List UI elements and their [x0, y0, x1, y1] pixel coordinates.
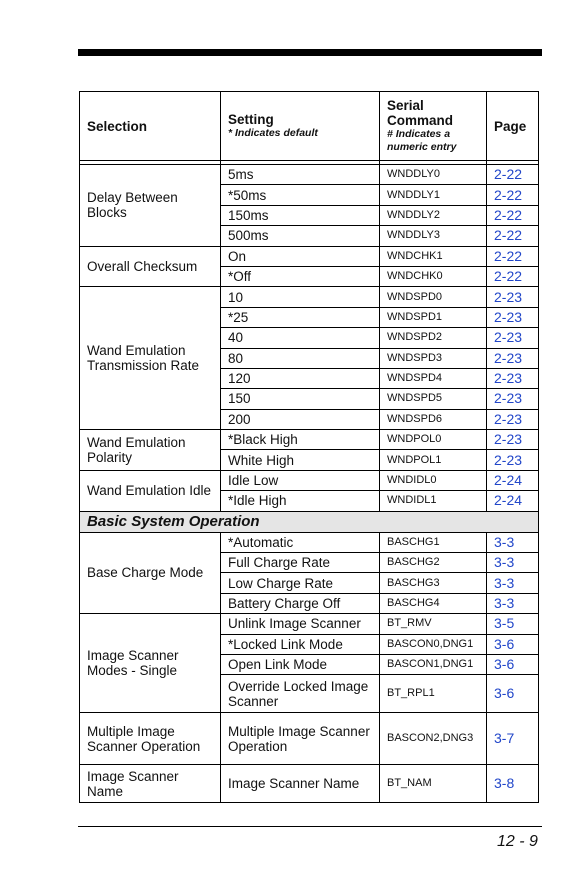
command-cell: BASCON0,DNG1	[380, 634, 487, 654]
selection-cell: Overall Checksum	[80, 246, 221, 287]
setting-cell: Open Link Mode	[221, 654, 380, 674]
setting-cell: 150	[221, 389, 380, 409]
table-row	[80, 165, 539, 185]
command-cell: BASCHG4	[380, 593, 487, 613]
selection-cell: Image Scanner Modes - Single	[80, 614, 221, 713]
page-link[interactable]: 3-6	[487, 634, 539, 654]
header-serial-command: Serial Command # Indicates a numeric entry	[380, 92, 487, 161]
page-number: 12 - 9	[497, 833, 538, 850]
setting-cell: 150ms	[221, 205, 380, 225]
setting-cell: Multiple Image Scanner Operation	[221, 713, 380, 765]
page-link[interactable]: 2-23	[487, 430, 539, 450]
page-link[interactable]: 2-23	[487, 389, 539, 409]
page-link[interactable]: 2-23	[487, 287, 539, 307]
selection-cell: Multiple Image Scanner Operation	[80, 713, 221, 765]
setting-cell: Image Scanner Name	[221, 765, 380, 803]
command-cell: WNDSPD0	[380, 287, 487, 307]
page-link[interactable]: 3-5	[487, 614, 539, 634]
setting-cell: Unlink Image Scanner	[221, 614, 380, 634]
command-cell: BASCHG3	[380, 573, 487, 593]
page-link[interactable]: 2-24	[487, 470, 539, 490]
selection-cell: Base Charge Mode	[80, 532, 221, 614]
selection-cell: Delay Between Blocks	[80, 165, 221, 247]
setting-cell: On	[221, 246, 380, 266]
command-cell: WNDCHK0	[380, 266, 487, 286]
page-link[interactable]: 3-3	[487, 573, 539, 593]
page-link[interactable]: 2-22	[487, 165, 539, 185]
setting-cell: *Idle High	[221, 491, 380, 511]
setting-cell: Idle Low	[221, 470, 380, 490]
setting-note: * Indicates default	[228, 127, 318, 139]
command-cell: BT_NAM	[380, 765, 487, 803]
page-link[interactable]: 2-23	[487, 328, 539, 348]
selection-cell: Wand Emulation Transmission Rate	[80, 287, 221, 430]
setting-cell: *50ms	[221, 185, 380, 205]
setting-cell: Override Locked Image Scanner	[221, 675, 380, 713]
setting-cell: 5ms	[221, 165, 380, 185]
command-cell: WNDIDL1	[380, 491, 487, 511]
page-link[interactable]: 2-22	[487, 226, 539, 246]
setting-cell: *Off	[221, 266, 380, 286]
setting-cell: 80	[221, 348, 380, 368]
page-link[interactable]: 2-23	[487, 368, 539, 388]
table-row	[80, 430, 539, 450]
setting-cell: *Black High	[221, 430, 380, 450]
table-row	[80, 713, 539, 765]
setting-cell: 40	[221, 328, 380, 348]
page-link[interactable]: 3-7	[487, 713, 539, 765]
section-header: Basic System Operation	[80, 511, 539, 532]
command-cell: WNDSPD1	[380, 307, 487, 327]
page-link[interactable]: 2-22	[487, 246, 539, 266]
command-cell: BASCHG2	[380, 553, 487, 573]
setting-cell: *Automatic	[221, 532, 380, 552]
page-link[interactable]: 3-6	[487, 675, 539, 713]
command-table	[79, 91, 539, 803]
header-selection: Selection	[80, 92, 221, 161]
selection-cell: Wand Emulation Idle	[80, 470, 221, 511]
page-link[interactable]: 3-3	[487, 553, 539, 573]
page-link[interactable]: 2-24	[487, 491, 539, 511]
command-cell: BASCON1,DNG1	[380, 654, 487, 674]
top-rule	[78, 49, 542, 56]
page-link[interactable]: 2-23	[487, 348, 539, 368]
command-cell: BASCHG1	[380, 532, 487, 552]
table-row	[80, 614, 539, 634]
table-header	[80, 92, 539, 161]
command-cell: WNDSPD3	[380, 348, 487, 368]
page-link[interactable]: 3-3	[487, 593, 539, 613]
command-cell: WNDIDL0	[380, 470, 487, 490]
command-cell: WNDPOL0	[380, 430, 487, 450]
page-link[interactable]: 3-6	[487, 654, 539, 674]
setting-cell: *Locked Link Mode	[221, 634, 380, 654]
command-cell: BT_RMV	[380, 614, 487, 634]
table-row	[80, 765, 539, 803]
bottom-rule	[78, 826, 542, 827]
setting-cell: 120	[221, 368, 380, 388]
page-link[interactable]: 2-23	[487, 409, 539, 429]
page-link[interactable]: 3-3	[487, 532, 539, 552]
selection-cell: Wand Emulation Polarity	[80, 430, 221, 471]
command-cell: BASCON2,DNG3	[380, 713, 487, 765]
table-row	[80, 532, 539, 552]
command-cell: WNDDLY0	[380, 165, 487, 185]
setting-cell: 10	[221, 287, 380, 307]
command-cell: WNDCHK1	[380, 246, 487, 266]
table-row	[80, 246, 539, 266]
command-cell: WNDSPD4	[380, 368, 487, 388]
page-link[interactable]: 2-22	[487, 266, 539, 286]
page-link[interactable]: 2-22	[487, 205, 539, 225]
page-link[interactable]: 2-23	[487, 450, 539, 470]
setting-cell: Low Charge Rate	[221, 573, 380, 593]
selection-cell: Image Scanner Name	[80, 765, 221, 803]
command-cell: WNDSPD6	[380, 409, 487, 429]
command-cell: WNDDLY1	[380, 185, 487, 205]
command-cell: WNDSPD5	[380, 389, 487, 409]
command-cell: WNDDLY2	[380, 205, 487, 225]
page-link[interactable]: 2-23	[487, 307, 539, 327]
command-cell: BT_RPL1	[380, 675, 487, 713]
page-link[interactable]: 2-22	[487, 185, 539, 205]
command-cell: WNDSPD2	[380, 328, 487, 348]
header-page: Page	[487, 92, 539, 161]
table-row	[80, 287, 539, 307]
table-row	[80, 470, 539, 490]
setting-cell: 200	[221, 409, 380, 429]
page-link[interactable]: 3-8	[487, 765, 539, 803]
setting-cell: Full Charge Rate	[221, 553, 380, 573]
command-cell: WNDPOL1	[380, 450, 487, 470]
header-setting: Setting * Indicates default	[221, 92, 380, 161]
command-cell: WNDDLY3	[380, 226, 487, 246]
setting-cell: *25	[221, 307, 380, 327]
setting-cell: Battery Charge Off	[221, 593, 380, 613]
setting-cell: 500ms	[221, 226, 380, 246]
setting-cell: White High	[221, 450, 380, 470]
